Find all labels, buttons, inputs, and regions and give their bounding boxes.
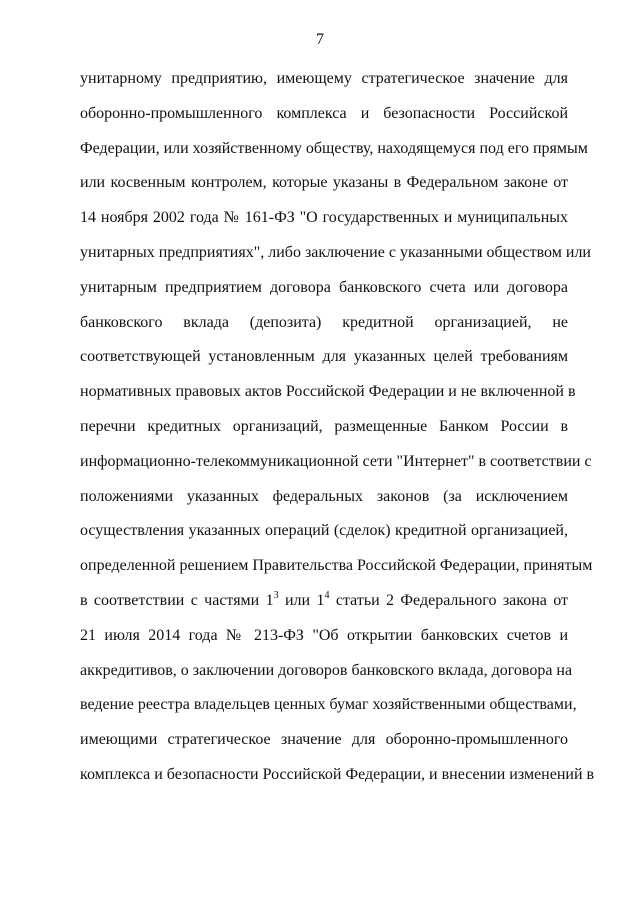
text-line: 21 июля 2014 года № 213-ФЗ "Об открытии банковских счетов и [80, 626, 568, 644]
text-line: определенной решением Правительства Российской Федерации, принятым [80, 557, 593, 575]
text-line: унитарному предприятию, имеющему стратегическое значение для [80, 70, 568, 87]
superscript: 3 [273, 589, 279, 601]
text-line: ведение реестра владельцев ценных бумаг хозяйственными обществами, [80, 696, 577, 714]
text-line: унитарных предприятиях", либо заключение с указанными обществом или [80, 243, 591, 261]
text-line-with-superscripts [80, 584, 568, 619]
text-line: информационно-телекоммуникационной сети "Интернет" в соответствии с [80, 452, 592, 470]
text-line: 14 ноября 2002 года № 161-ФЗ "О государственных и муниципальных [80, 209, 568, 227]
text-line: перечни кредитных организаций, размещенные Банком России в [80, 417, 568, 435]
text-line: Федерации, или хозяйственному обществу, находящемуся под его прямым [80, 139, 588, 157]
text-line: положениями указанных федеральных законов (за исключением [80, 487, 568, 505]
text-line: нормативных правовых актов Российской Федерации и не включенной в [80, 383, 576, 401]
text-line: комплекса и безопасности Российской Федерации, и внесении изменений в [80, 765, 595, 783]
text-line: оборонно-промышленного комплекса и безопасности Российской [80, 104, 568, 122]
text-line: банковского вклада (депозита) кредитной организацией, не [80, 313, 568, 331]
text-line: аккредитивов, о заключении договоров банковского вклада, договора на [80, 661, 573, 679]
text-fragment: в соответствии с частями 1 [80, 591, 274, 609]
superscript: 4 [324, 589, 330, 601]
text-line: унитарным предприятием договора банковского счета или договора [80, 278, 568, 296]
page-number: 7 [316, 31, 324, 48]
text-line: осуществления указанных операций (сделок) кредитной организацией, [80, 522, 568, 540]
text-line: или косвенным контролем, которые указаны в Федеральном законе от [80, 174, 568, 192]
text-fragment: статьи 2 Федерального закона от [329, 591, 569, 609]
text-line: имеющими стратегическое значение для оборонно-промышленного [80, 731, 568, 749]
text-line: соответствующей установленным для указанных целей требованиям [80, 348, 568, 366]
text-fragment: или 1 [278, 591, 325, 609]
document-body [80, 62, 595, 793]
